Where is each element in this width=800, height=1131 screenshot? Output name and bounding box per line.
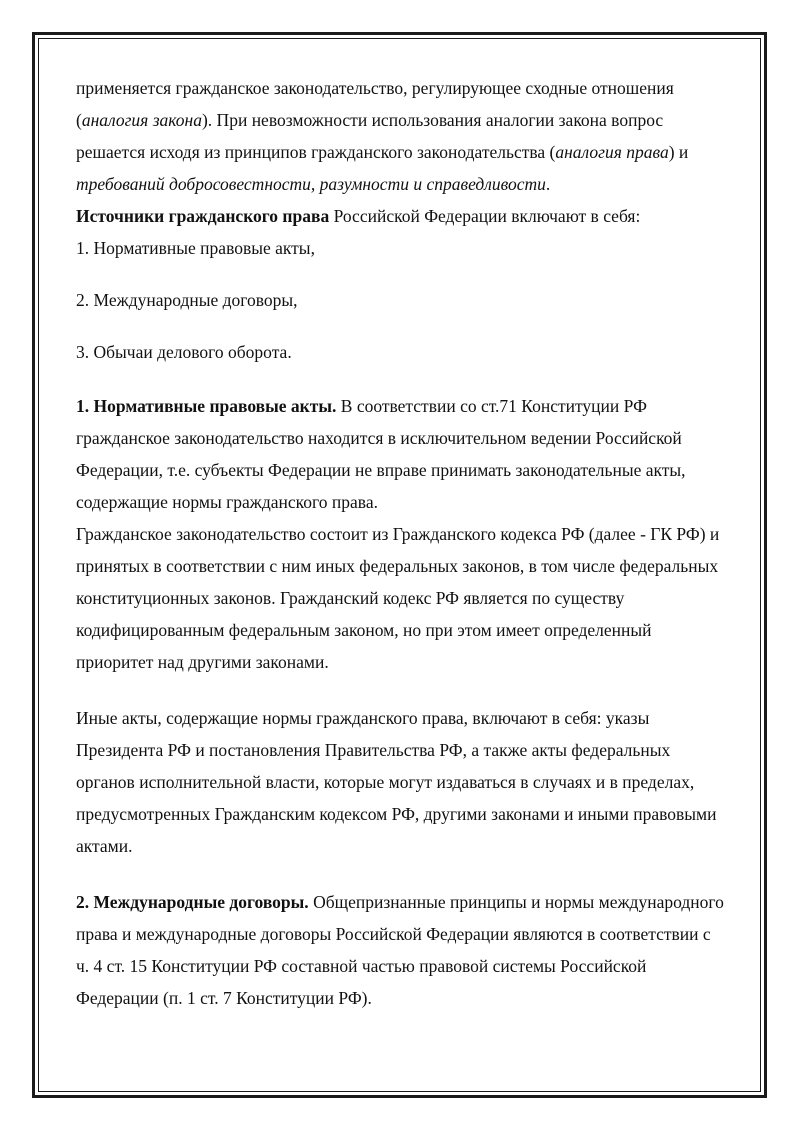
paragraph-analogy <box>76 72 726 200</box>
international-treaties-text: Общепризнанные принципы и нормы международного права и международные договоры Российской Федерации являются в соответствии с ч. 4 ст. 15 Конституции РФ составной частью правовой системы Российской Федерации (п. 1 ст. 7 Конституции РФ). <box>76 892 724 1008</box>
paragraph-analogy-text-4: . <box>545 174 551 194</box>
normative-acts-heading: 1. Нормативные правовые акты. <box>76 396 337 416</box>
list-item: 2. Международные договоры, <box>76 290 298 310</box>
sources-heading: Источники гражданского права <box>76 206 330 226</box>
paragraph-analogy-text-2: ). При невозможности использования аналогии закона вопрос решается исходя из принципов гражданского законодательства ( <box>76 110 664 162</box>
paragraph-international-treaties <box>76 886 726 1014</box>
normative-acts-text: В соответствии со ст.71 Конституции РФ гражданское законодательство находится в исключительном ведении Российской Федерации, т.е. субъекты Федерации не вправе принимать законодательные акты, содержащие нормы гражданского права. <box>76 396 686 512</box>
list-item: 1. Нормативные правовые акты, <box>76 238 315 258</box>
analogy-of-right-term: аналогия права <box>555 142 669 162</box>
paragraph-other-acts: Иные акты, содержащие нормы гражданского права, включают в себя: указы Президента РФ и постановления Правительства РФ, а также акты федеральных органов исполнительной власти, которые могут издаваться в случаях и в пределах, предусмотренных Гражданским кодексом РФ, другими законами и иными правовыми актами. <box>76 708 717 856</box>
analogy-of-law-term: аналогия закона <box>81 110 202 130</box>
good-faith-requirements-term: требований добросовестности, разумности и справедливости <box>76 174 546 194</box>
document-body <box>76 72 726 1014</box>
sources-intro-text: Российской Федерации включают в себя: <box>329 206 641 226</box>
paragraph-civil-code: Гражданское законодательство состоит из Гражданского кодекса РФ (далее - ГК РФ) и принятых в соответствии с ним иных федеральных законов, в том числе федеральных конституционных законов. Гражданский кодекс РФ является по существу кодифицированным федеральным законом, но при этом имеет определенный приоритет над другими законами. <box>76 524 720 672</box>
paragraph-sources-intro <box>76 200 726 232</box>
international-treaties-heading: 2. Международные договоры. <box>76 892 309 912</box>
list-item: 3. Обычаи делового оборота. <box>76 342 292 362</box>
paragraph-analogy-text-1: применяется гражданское законодательство, регулирующее сходные отношения ( <box>76 78 674 130</box>
paragraph-normative-acts <box>76 390 726 518</box>
paragraph-analogy-text-3: ) и <box>668 142 689 162</box>
